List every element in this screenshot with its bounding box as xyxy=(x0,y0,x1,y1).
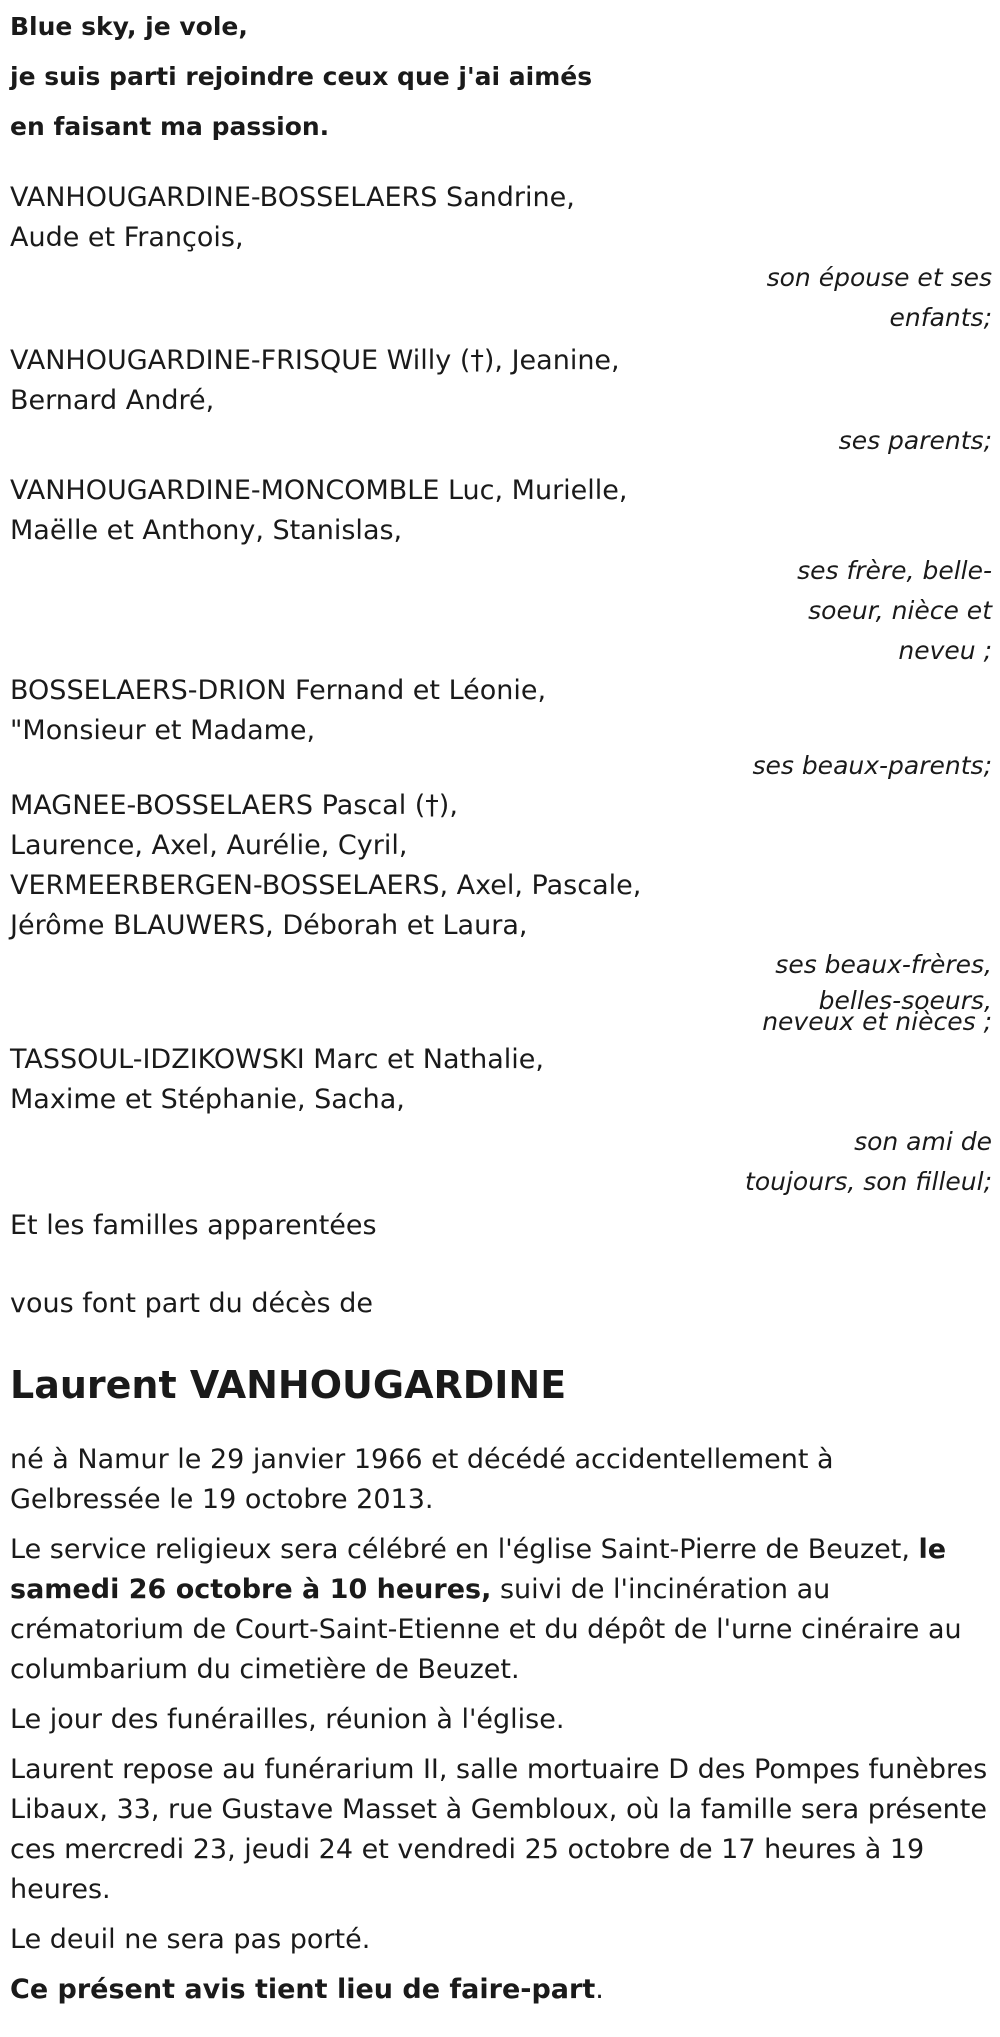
family-entry xyxy=(10,471,992,671)
family-relation xyxy=(10,551,992,671)
family-name-line: Bernard André, xyxy=(10,385,215,416)
service-text-start: Le service religieux sera célébré en l'église Saint-Pierre de Beuzet, xyxy=(10,1534,910,1565)
family-names xyxy=(10,341,992,421)
relation-line: son épouse et ses xyxy=(766,263,992,292)
family-names xyxy=(10,178,992,258)
intro-line: en faisant ma passion. xyxy=(10,112,330,141)
final-notice-text: Ce présent avis tient lieu de faire-part xyxy=(10,1974,596,2005)
family-names xyxy=(10,1040,992,1120)
family-name-line: Aude et François, xyxy=(10,222,244,253)
funeral-day-text: Le jour des funérailles, réunion à l'église. xyxy=(10,1704,565,1735)
mourning-text: Le deuil ne sera pas porté. xyxy=(10,1924,371,1955)
service-text xyxy=(10,1530,992,1690)
family-entry xyxy=(10,1040,992,1202)
family-name-line: BOSSELAERS-DRION Fernand et Léonie, xyxy=(10,675,547,706)
obituary-notice xyxy=(10,0,992,2037)
relation-line: son ami de xyxy=(854,1127,992,1156)
relation-line: toujours, son filleul; xyxy=(745,1167,992,1196)
family-name-line: TASSOUL-IDZIKOWSKI Marc et Nathalie, xyxy=(10,1044,544,1075)
family-entry xyxy=(10,341,992,461)
final-notice-period: . xyxy=(595,1974,604,2005)
deceased-name: Laurent VANHOUGARDINE xyxy=(10,1363,567,1407)
family-name-line: MAGNEE-BOSSELAERS Pascal (†), xyxy=(10,790,458,821)
family-name-line: Maxime et Stéphanie, Sacha, xyxy=(10,1084,405,1115)
family-name-line: Laurence, Axel, Aurélie, Cyril, xyxy=(10,830,408,861)
family-entry xyxy=(10,671,992,786)
relation-line: neveu ; xyxy=(898,636,992,665)
birth-death-text: né à Namur le 29 janvier 1966 et décédé accidentellement à Gelbressée le 19 octobre 2013. xyxy=(10,1444,834,1515)
family-name-line: "Monsieur et Madame, xyxy=(10,715,316,746)
family-name-line: VANHOUGARDINE-BOSSELAERS Sandrine, xyxy=(10,182,575,213)
relation-line: soeur, nièce et xyxy=(808,596,992,625)
family-names xyxy=(10,471,992,551)
relation-line: ses parents; xyxy=(838,426,992,455)
intro-line: Blue sky, je vole, xyxy=(10,12,248,41)
relation-line: neveux et nièces ; xyxy=(762,1007,992,1036)
family-name-line: VERMEERBERGEN-BOSSELAERS, Axel, Pascale, xyxy=(10,870,642,901)
intro-line: je suis parti rejoindre ceux que j'ai aimés xyxy=(10,62,593,91)
family-name-line: Jérôme BLAUWERS, Déborah et Laura, xyxy=(10,910,528,941)
relation-line: ses beaux-frères, xyxy=(775,950,992,979)
details xyxy=(10,1440,992,2010)
family-names xyxy=(10,786,992,946)
family-relation xyxy=(10,258,992,338)
funeral-home-text: Laurent repose au funérarium II, salle mortuaire D des Pompes funèbres Libaux, 33, rue Gustave Masset à Gembloux, où la famille sera présente ces mercredi 23, jeudi 24 et vendredi 25 octobre de 17 heures à 19 heures. xyxy=(10,1754,988,1905)
family-names xyxy=(10,671,992,751)
announcement-line: vous font part du décès de xyxy=(10,1288,373,1319)
related-families: Et les familles apparentées xyxy=(10,1210,377,1241)
family-list xyxy=(10,178,992,1202)
family-name-line: Maëlle et Anthony, Stanislas, xyxy=(10,515,403,546)
relation-line: ses frère, belle- xyxy=(797,556,992,585)
family-name-line: VANHOUGARDINE-MONCOMBLE Luc, Murielle, xyxy=(10,475,628,506)
relation-line: ses beaux-parents; xyxy=(752,751,992,780)
service-date-time: le samedi 26 octobre à 10 heures, xyxy=(10,1534,947,1605)
relation-line: belles-soeurs, xyxy=(818,986,992,1015)
service-text-end: suivi de l'incinération au crématorium de Court-Saint-Etienne et du dépôt de l'urne cinéraire au columbarium du cimetière de Beuzet. xyxy=(10,1574,962,1685)
relation-line: enfants; xyxy=(889,303,992,332)
family-relation xyxy=(10,421,992,461)
family-relation xyxy=(10,946,992,1036)
family-relation xyxy=(10,1122,992,1202)
family-relation xyxy=(10,746,992,786)
family-entry xyxy=(10,178,992,338)
final-notice xyxy=(10,1970,992,2010)
family-name-line: VANHOUGARDINE-FRISQUE Willy (†), Jeanine, xyxy=(10,345,620,376)
family-entry xyxy=(10,786,992,1036)
intro-poem xyxy=(10,2,992,152)
